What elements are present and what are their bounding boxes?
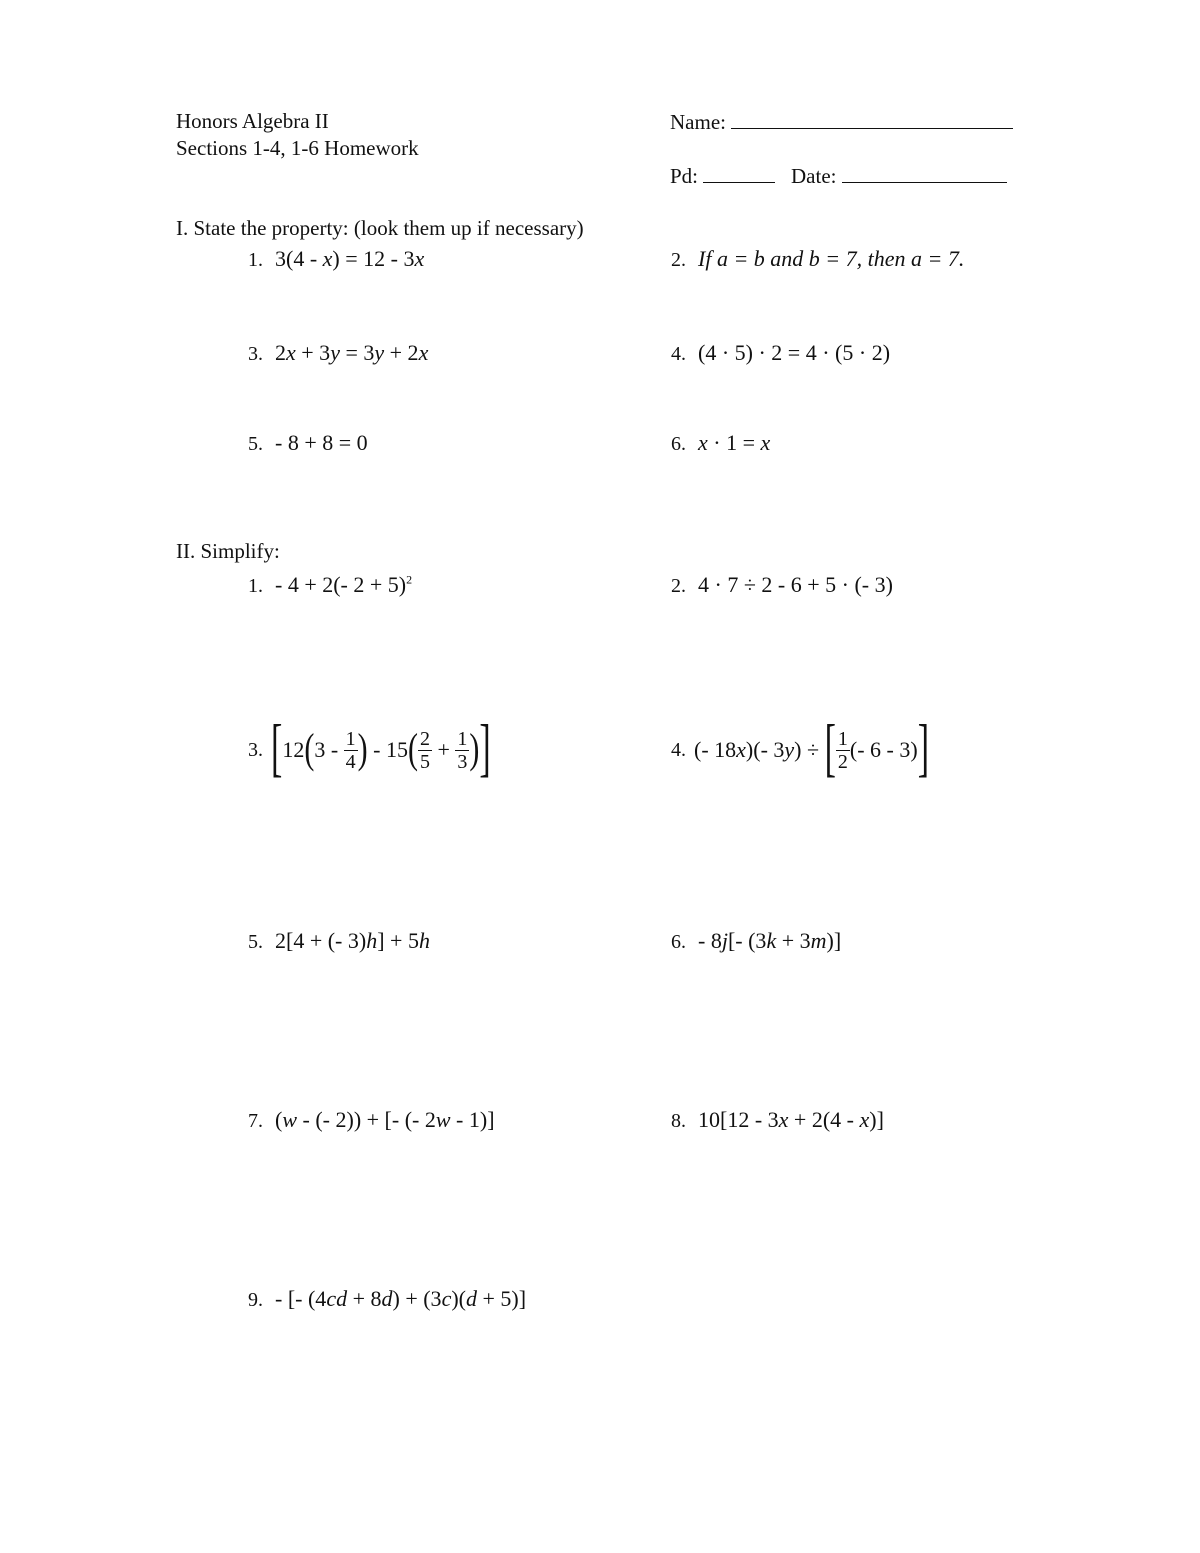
expression: - 8 + 8 = 0 — [275, 430, 368, 455]
expression: 10[12 - 3x + 2(4 - x)] — [698, 1107, 884, 1132]
part1-item-4 — [671, 340, 890, 366]
pd-label: Pd: — [670, 164, 699, 188]
item-number: 1. — [248, 249, 263, 271]
expression: (w - (- 2)) + [- (- 2w - 1)] — [275, 1107, 495, 1132]
part2-item-3 — [248, 713, 491, 785]
expression: (4 · 5) · 2 = 4 · (5 · 2) — [698, 340, 891, 365]
item-number: 8. — [671, 1110, 686, 1132]
item-number: 2. — [671, 575, 686, 597]
item-number: 5. — [248, 931, 263, 953]
part2-item-1 — [248, 572, 412, 598]
expression: 4 · 7 ÷ 2 - 6 + 5 · (- 3) — [698, 572, 893, 597]
expression: 2[4 + (- 3)h] + 5h — [275, 928, 430, 953]
item-number: 3. — [248, 343, 263, 365]
item-number: 2. — [671, 249, 686, 271]
date-blank[interactable] — [842, 162, 1007, 183]
name-label: Name: — [670, 110, 726, 134]
pd-date-field[interactable] — [670, 162, 1007, 190]
item-number: 4. — [671, 738, 686, 761]
item-number: 9. — [248, 1289, 263, 1311]
pd-blank[interactable] — [703, 162, 775, 183]
part1-item-3 — [248, 340, 428, 366]
part2-item-4 — [671, 713, 930, 785]
expression: - [- (4cd + 8d) + (3c)(d + 5)] — [275, 1286, 527, 1311]
assignment-title: Sections 1-4, 1-6 Homework — [176, 136, 419, 160]
item-number: 1. — [248, 575, 263, 597]
part2-item-2 — [671, 572, 893, 598]
part2-heading: II. Simplify: — [176, 539, 280, 563]
date-label: Date: — [791, 164, 837, 188]
expression: 2x + 3y = 3y + 2x — [275, 340, 429, 365]
part2-item-7 — [248, 1107, 495, 1133]
expression: - 4 + 2(- 2 + 5)$^2$ — [275, 572, 413, 597]
item-number: 4. — [671, 343, 686, 365]
expression: - 8j[- (3k + 3m)] — [698, 928, 842, 953]
part2-item-5 — [248, 928, 430, 954]
name-field[interactable] — [670, 108, 1013, 136]
part1-item-1 — [248, 246, 424, 272]
item-number: 7. — [248, 1110, 263, 1132]
expression: [ 12 ( 3 - $\frac{1}{4}$ ) - 15 ( $\frac{2}{5}$ + $\frac{1}{3}$ ) ] — [271, 713, 491, 785]
expression: 3(4 - x) = 12 - 3x — [275, 246, 425, 271]
course-title: Honors Algebra II — [176, 109, 329, 133]
expression: If a = b and b = 7, then a = 7. — [698, 246, 965, 271]
item-number: 5. — [248, 433, 263, 455]
name-blank[interactable] — [731, 108, 1013, 129]
expression: (- 18 x )(- 3 y ) ÷ [ $\frac{1}{2}$ (- 6 - 3) ] — [694, 713, 930, 785]
item-number: 6. — [671, 931, 686, 953]
part1-item-6 — [671, 430, 770, 456]
part2-item-9 — [248, 1286, 526, 1312]
part1-heading: I. State the property: (look them up if necessary) — [176, 216, 584, 240]
part1-item-5 — [248, 430, 368, 456]
item-number: 3. — [248, 738, 263, 761]
part2-item-8 — [671, 1107, 884, 1133]
expression: x · 1 = x — [698, 430, 771, 455]
part1-item-2 — [671, 246, 964, 272]
part2-item-6 — [671, 928, 841, 954]
item-number: 6. — [671, 433, 686, 455]
